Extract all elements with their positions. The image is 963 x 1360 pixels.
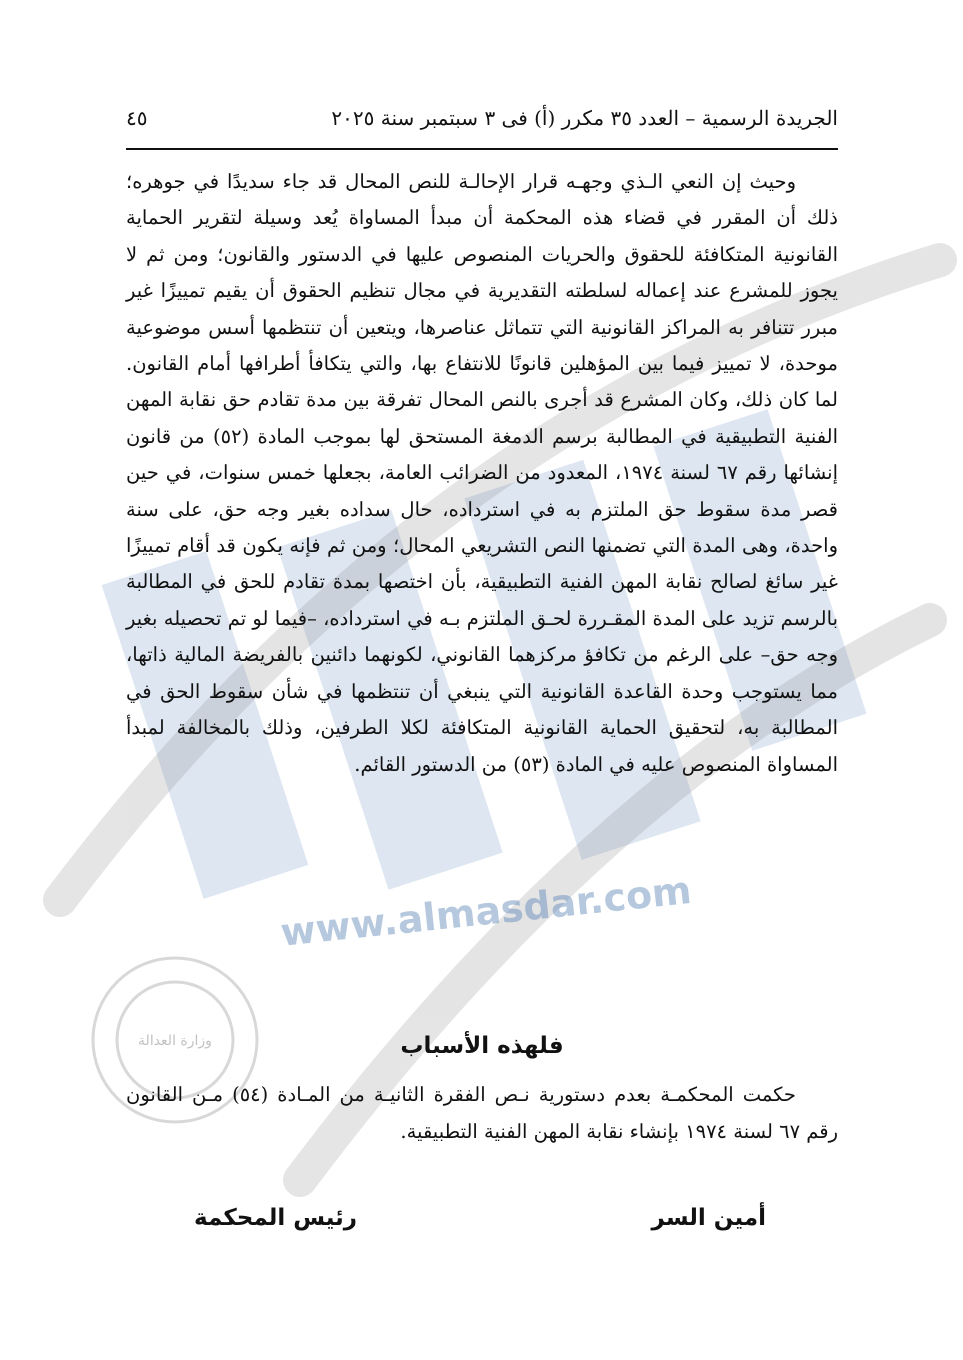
ruling-section	[126, 1076, 838, 1150]
header-divider	[126, 148, 838, 150]
body-paragraph: وحيث إن النعي الـذي وجهـه قرار الإحالـة للنص المحال قد جاء سديدًا في جوهره؛ ذلك أن المقرر في قضاء هذه المحكمة أن مبدأ المساواة يُعد وسيلة لتقرير الحماية القانونية المتكافئة للحقوق والحريات المنصوص عليها في الدستور والقانون؛ ومن ثم لا يجوز للمشرع عند إعماله لسلطته التقديرية في مجال تنظيم الحقوق أن يقيم تمييزًا غير مبرر تتنافر به المراكز القانونية التي تتماثل عناصرها، ويتعين أن تنتظمها أسس موضوعية موحدة، لا تمييز فيما بين المؤهلين قانونًا للانتفاع بها، والتي يتكافأ أطرافها أمام القانون. لما كان ذلك، وكان المشرع قد أجرى بالنص المحال تفرقة بين مدة تقادم حق نقابة المهن الفنية التطبيقية في المطالبة برسم الدمغة المستحق لها بموجب المادة (٥٢) من قانون إنشائها رقم ٦٧ لسنة ١٩٧٤، المعدود من الضرائب العامة، بجعلها خمس سنوات، في حين قصر مدة سقوط حق الملتزم به في استرداده، حال سداده بغير وجه حق، على سنة واحدة، وهى المدة التي تضمنها النص التشريعي المحال؛ ومن ثم فإنه يكون قد أقام تمييزًا غير سائغ لصالح نقابة المهن الفنية التطبيقية، بأن اختصها بمدة تقادم للحق في المطالبة بالرسم تزيد على المدة المقـررة لحـق الملتزم بـه في استرداده، –فيما لو تم تحصيله بغير وجه حق– على الرغم من تكافؤ مركزهما القانوني، لكونهما دائنين بالفريضة المالية ذاتها، مما يستوجب وحدة القاعدة القانونية التي ينبغي أن تنتظمها في شأن سقوط الحق في المطالبة به، لتحقيق الحماية القانونية المتكافئة لكلا الطرفين، وذلك بالمخالفة لمبدأ المساواة المنصوص عليه في المادة (٥٣) من الدستور القائم.	[126, 170, 839, 776]
page-header	[126, 102, 838, 134]
president-signature-label: رئيس المحكمة	[194, 1205, 358, 1231]
page-number: ٤٥	[126, 106, 148, 130]
watermark-site: www.almasdar.com	[278, 867, 694, 955]
watermark-ministry: وزارة العدالة	[138, 1033, 212, 1049]
judgment-body	[126, 164, 838, 783]
ruling-paragraph: حكمت المحكمـة بعدم دستورية نـص الفقرة الثانيـة من المـادة (٥٤) مـن القانون رقم ٦٧ لسنة ١٩٧٤ بإنشاء نقابة المهن الفنية التطبيقية.	[126, 1083, 838, 1143]
gazette-title: الجريدة الرسمية – العدد ٣٥ مكرر (أ) فى ٣ سبتمبر سنة ٢٠٢٥	[331, 106, 838, 130]
signatures	[126, 1196, 838, 1240]
secretary-signature-label: أمين السر	[651, 1205, 766, 1231]
reasons-heading: فلهذه الأسباب	[400, 1033, 564, 1059]
